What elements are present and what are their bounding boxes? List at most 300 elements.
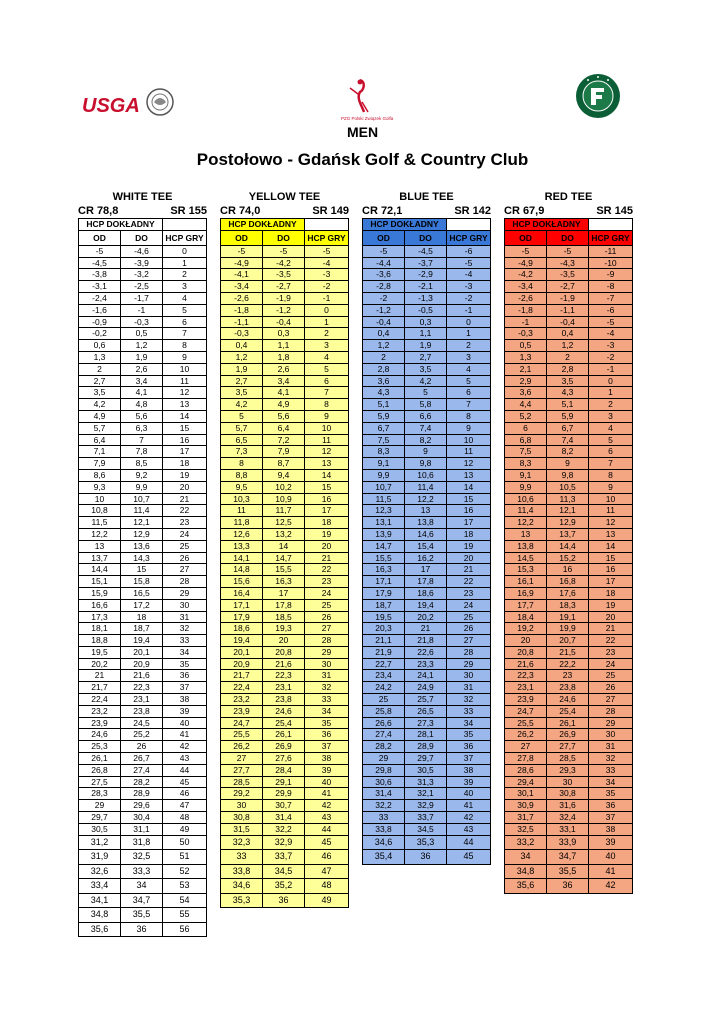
hcp-od-cell: 8,6 [79,469,121,481]
hcp-gry-cell: 8 [589,469,633,481]
hcp-gry-cell: 0 [163,245,207,257]
hcp-gry-cell: 27 [305,623,349,635]
hcp-od-cell: 32,5 [505,823,547,835]
hcp-gry-cell: 5 [163,304,207,316]
hcp-do-cell: 2,7 [405,351,447,363]
hcp-do-cell: 33,1 [547,823,589,835]
hcp-do-cell: -3,5 [547,269,589,281]
table-row [79,694,207,706]
hcp-do-cell: 24,9 [405,682,447,694]
usga-logo [82,88,177,120]
table-row [505,257,633,269]
hcp-gry-cell: 46 [305,850,349,865]
hcp-od-cell: 20,2 [79,658,121,670]
table-row [79,741,207,753]
hcp-od-cell: -0,3 [505,328,547,340]
hcp-od-cell: 28,6 [505,764,547,776]
hcp-gry-cell: 23 [163,517,207,529]
hcp-gry-cell: -2 [447,292,491,304]
hcp-do-cell: 5,6 [121,410,163,422]
hcp-gry-cell: 10 [305,422,349,434]
table-row [505,304,633,316]
table-row [79,864,207,879]
hcp-od-cell: 33 [363,812,405,824]
hcp-od-cell: 19,4 [221,635,263,647]
hcp-gry-cell: 39 [163,705,207,717]
table-row [363,493,491,505]
hcp-od-cell: -1 [505,316,547,328]
hcp-do-cell: 21,6 [121,670,163,682]
hcp-gry-cell: 22 [305,564,349,576]
table-row [363,245,491,257]
hcp-do-cell: 12,5 [263,517,305,529]
hcp-gry-cell: 5 [447,375,491,387]
hcp-od-cell: 34,6 [221,879,263,894]
hcp-gry-cell: 10 [589,493,633,505]
hcp-gry-cell: 4 [589,422,633,434]
hcp-do-cell: -5 [263,245,305,257]
hcp-gry-cell: 9 [589,481,633,493]
hcp-gry-cell: 24 [447,599,491,611]
hcp-gry-cell: 48 [305,879,349,894]
hcp-gry-cell: 40 [447,788,491,800]
table-row [363,540,491,552]
hcp-od-cell: 6,8 [505,434,547,446]
hcp-do-cell: 28,1 [405,729,447,741]
hcp-od-cell: 17,9 [221,611,263,623]
hcp-od-cell: 20 [505,635,547,647]
hcp-od-cell: 6,7 [363,422,405,434]
table-row [79,893,207,908]
hcp-gry-cell: -3 [589,340,633,352]
table-row [79,387,207,399]
table-row [79,670,207,682]
hcp-do-cell: 33,7 [263,850,305,865]
slope-rating: SR 149 [312,205,350,217]
hcp-do-cell: 11,3 [547,493,589,505]
hcp-do-cell: 3,5 [547,375,589,387]
hcp-do-cell: 6,6 [405,410,447,422]
hcp-od-cell: 35,6 [79,922,121,937]
table-row [505,658,633,670]
hcp-gry-cell: 35 [163,658,207,670]
hcp-od-cell: 8,3 [363,446,405,458]
table-row [221,729,349,741]
hcp-do-cell: 35,5 [547,864,589,879]
hcp-od-cell: 14,7 [363,540,405,552]
table-row [79,776,207,788]
table-row [363,375,491,387]
hcp-od-cell: 2,1 [505,363,547,375]
hcp-do-cell: 10,2 [263,481,305,493]
hcp-gry-cell: 10 [447,434,491,446]
table-row [505,493,633,505]
tee-name: BLUE TEE [399,191,454,203]
red-tee-block [504,190,633,894]
hcp-do-cell: 13,6 [121,540,163,552]
hcp-do-cell: 3,4 [121,375,163,387]
hcp-gry-cell: 36 [589,800,633,812]
hcp-od-cell: 33,2 [505,835,547,850]
hcp-od-cell: 1,3 [505,351,547,363]
hcp-od-cell: 17,3 [79,611,121,623]
hcp-do-cell: 18,7 [121,623,163,635]
hcp-gry-cell: 37 [163,682,207,694]
col-header-do: DO [263,230,305,245]
hcp-gry-cell: 28 [163,576,207,588]
table-row [221,788,349,800]
hcp-gry-cell: 33 [305,694,349,706]
hcp-do-cell: 7,4 [405,422,447,434]
hcp-gry-cell: 6 [589,446,633,458]
hcp-do-cell: 4,9 [263,399,305,411]
hcp-od-cell: 11,5 [79,517,121,529]
table-row [221,850,349,865]
hcp-od-cell: 32,6 [79,864,121,879]
hcp-do-cell: 36 [121,922,163,937]
hcp-od-cell: 0,5 [505,340,547,352]
table-row [505,764,633,776]
hcp-od-cell: 21,7 [221,670,263,682]
hcp-gry-cell: 31 [447,682,491,694]
hcp-od-cell: 15,9 [79,587,121,599]
hcp-do-cell: 0,3 [405,316,447,328]
hcp-do-cell: 26,5 [405,705,447,717]
hcp-od-cell: 18,6 [221,623,263,635]
hcp-gry-cell: -7 [589,292,633,304]
hcp-gry-cell: 45 [163,776,207,788]
hcp-od-cell: 33,8 [363,823,405,835]
hcp-do-cell: 14 [263,540,305,552]
table-row [221,623,349,635]
hcp-gry-cell: -4 [305,257,349,269]
table-row [505,446,633,458]
hcp-od-cell: 26,2 [221,741,263,753]
hcp-od-cell: 12,3 [363,505,405,517]
hcp-od-cell: -5 [221,245,263,257]
table-row [79,493,207,505]
hcp-do-cell: 30,5 [405,764,447,776]
hcp-do-cell: 7,8 [121,446,163,458]
hcp-od-cell: 18,1 [79,623,121,635]
hcp-gry-cell: -4 [447,269,491,281]
hcp-od-cell: 5,1 [363,399,405,411]
hcp-gry-cell: 45 [447,850,491,865]
hcp-od-cell: 30,1 [505,788,547,800]
col-header-gry: HCP GRY [589,230,633,245]
hcp-do-cell: 25,7 [405,694,447,706]
hcp-do-cell: 15,5 [263,564,305,576]
hcp-od-cell: 25,3 [79,741,121,753]
table-row [79,879,207,894]
table-row [221,776,349,788]
table-row [363,387,491,399]
hcp-gry-cell: 33 [447,705,491,717]
table-row [505,469,633,481]
hcp-do-cell: 22,2 [547,658,589,670]
hcp-do-cell: 1,9 [121,351,163,363]
hcp-gry-cell: 21 [589,623,633,635]
table-row [79,528,207,540]
hcp-od-cell: 33,8 [221,864,263,879]
header-blank-cell [163,219,207,231]
hcp-gry-cell: 23 [447,587,491,599]
hcp-do-cell: 20,1 [121,646,163,658]
hcp-gry-cell: 35 [305,717,349,729]
table-row [363,517,491,529]
hcp-gry-cell: 8 [163,340,207,352]
hcp-gry-cell: 50 [163,835,207,850]
hcp-gry-cell: -2 [305,281,349,293]
hcp-gry-cell: 27 [589,694,633,706]
table-row [363,705,491,717]
table-row [505,292,633,304]
hcp-od-cell: 34 [505,850,547,865]
table-row [221,879,349,894]
table-row [363,576,491,588]
table-row [221,304,349,316]
hcp-do-cell: 24,6 [547,694,589,706]
hcp-od-cell: 31,5 [221,823,263,835]
hcp-od-cell: 17,7 [505,599,547,611]
table-row [221,316,349,328]
hcp-od-cell: 31,2 [79,835,121,850]
hcp-do-cell: 31,4 [263,812,305,824]
hcp-do-cell: 17,8 [405,576,447,588]
hcp-gry-cell: 7 [589,458,633,470]
hcp-od-cell: 4,4 [505,399,547,411]
hcp-gry-cell: 22 [447,576,491,588]
hcp-gry-cell: 49 [305,893,349,908]
hcp-gry-cell: 5 [589,434,633,446]
hcp-od-cell: 1,2 [363,340,405,352]
table-row [221,481,349,493]
hcp-gry-cell: 15 [589,552,633,564]
hcp-do-cell: 5 [405,387,447,399]
hcp-od-cell: 2 [79,363,121,375]
table-row [363,363,491,375]
hcp-gry-cell: 6 [305,375,349,387]
table-row [79,564,207,576]
hcp-do-cell: 13,7 [547,528,589,540]
hcp-do-cell: -1,2 [263,304,305,316]
table-row [363,328,491,340]
hcp-do-cell: 35,3 [405,835,447,850]
table-row [79,635,207,647]
table-row [363,399,491,411]
hcp-gry-cell: 21 [447,564,491,576]
table-row [505,800,633,812]
table-row [79,363,207,375]
hcp-od-cell: -0,3 [221,328,263,340]
hcp-od-cell: 34,8 [505,864,547,879]
table-row [505,269,633,281]
hcp-do-cell: 18,5 [263,611,305,623]
hcp-od-cell: 27 [505,741,547,753]
hcp-do-cell: 34,5 [405,823,447,835]
hcp-gry-cell: 39 [589,835,633,850]
table-row [505,564,633,576]
table-row [221,611,349,623]
hcp-gry-cell: 16 [163,434,207,446]
hcp-od-cell: 21,9 [363,646,405,658]
hcp-od-cell: -3,6 [363,269,405,281]
hcp-do-cell: 36 [263,893,305,908]
table-row [505,788,633,800]
hcp-do-cell: 35,2 [263,879,305,894]
hcp-do-cell: 15,4 [405,540,447,552]
hcp-od-cell: 5,2 [505,410,547,422]
table-row [505,517,633,529]
hcp-gry-cell: 9 [163,351,207,363]
hcp-do-cell: -2,7 [263,281,305,293]
hcp-od-cell: 30,9 [505,800,547,812]
table-row [363,434,491,446]
hcp-od-cell: 15,6 [221,576,263,588]
hcp-do-cell: -0,5 [405,304,447,316]
table-row [221,741,349,753]
hcp-od-cell: 0,6 [79,340,121,352]
hcp-gry-cell: 16 [447,505,491,517]
table-row [221,458,349,470]
table-row [505,670,633,682]
hcp-do-cell: 27,3 [405,717,447,729]
hcp-gry-cell: 12 [447,458,491,470]
hcp-od-cell: 26,6 [363,717,405,729]
table-row [505,753,633,765]
hcp-do-cell: 6,3 [121,422,163,434]
hcp-od-cell: 22,4 [221,682,263,694]
hcp-gry-cell: 56 [163,922,207,937]
hcp-od-cell: 9,5 [221,481,263,493]
hcp-do-cell: 18,3 [547,599,589,611]
hcp-gry-cell: 41 [163,729,207,741]
hcp-gry-cell: 33 [589,764,633,776]
hcp-do-cell: 4,3 [547,387,589,399]
hcp-od-cell: 33 [221,850,263,865]
hcp-do-cell: 3,4 [263,375,305,387]
hcp-do-cell: 1,1 [405,328,447,340]
table-row [505,623,633,635]
hcp-gry-cell: 17 [305,505,349,517]
table-row [221,387,349,399]
hcp-gry-cell: 40 [305,776,349,788]
hcp-do-cell: 34,7 [121,893,163,908]
hcp-do-cell: -0,4 [263,316,305,328]
hcp-od-cell: 15,1 [79,576,121,588]
hcp-do-cell: 24,1 [405,670,447,682]
hcp-od-cell: 12,6 [221,528,263,540]
hcp-do-cell: 15 [121,564,163,576]
hcp-od-cell: 15,3 [505,564,547,576]
hcp-od-cell: 11,8 [221,517,263,529]
header-blank-cell [447,219,491,231]
hcp-gry-cell: 42 [447,812,491,824]
hcp-do-cell: 29,3 [547,764,589,776]
table-row [363,587,491,599]
tee-name: WHITE TEE [112,191,173,203]
col-header-gry: HCP GRY [163,230,207,245]
table-row [79,835,207,850]
hcp-od-cell: 34,1 [79,893,121,908]
hcp-do-cell: 30,7 [263,800,305,812]
svg-text:PZG Polski Związek Golfa: PZG Polski Związek Golfa [341,116,394,121]
hcp-od-cell: -5 [505,245,547,257]
table-row [363,528,491,540]
table-row [221,517,349,529]
hcp-do-cell: -2,5 [121,281,163,293]
table-row [505,340,633,352]
hcp-od-cell: 27,8 [505,753,547,765]
hcp-gry-cell: 26 [447,623,491,635]
table-row [79,375,207,387]
hcp-gry-cell: 15 [163,422,207,434]
hcp-gry-cell: 11 [589,505,633,517]
hcp-od-cell: 27,7 [221,764,263,776]
hcp-gry-cell: 10 [163,363,207,375]
hcp-gry-cell: -6 [447,245,491,257]
hcp-od-cell: 35,4 [363,850,405,865]
table-row [221,552,349,564]
hcp-gry-cell: 19 [447,540,491,552]
hcp-od-cell: 3,5 [221,387,263,399]
hcp-od-cell: -3,4 [505,281,547,293]
hcp-do-cell: 2 [547,351,589,363]
table-row [221,800,349,812]
hcp-od-cell: -0,4 [363,316,405,328]
table-row [221,469,349,481]
hcp-gry-cell: -4 [589,328,633,340]
hcp-do-cell: 22,6 [405,646,447,658]
hcp-do-cell: 1,2 [547,340,589,352]
table-row [221,292,349,304]
hcp-gry-cell: 4 [163,292,207,304]
table-row [505,458,633,470]
hcp-od-cell: 22,7 [363,658,405,670]
hcp-do-cell: 35,5 [121,908,163,923]
hcp-do-cell: 10,5 [547,481,589,493]
hcp-do-cell: 11,4 [121,505,163,517]
table-row [221,269,349,281]
hcp-do-cell: 19,1 [547,611,589,623]
header-blank-cell [589,219,633,231]
hcp-od-cell: 28,2 [363,741,405,753]
hcp-gry-cell: 44 [447,835,491,850]
hcp-do-cell: 2,8 [547,363,589,375]
table-row [79,646,207,658]
hcp-do-cell: 30 [547,776,589,788]
hcp-do-cell: -4,3 [547,257,589,269]
cr-sr-line [362,204,491,218]
table-row [505,729,633,741]
table-row [221,328,349,340]
hcp-od-cell: 8 [221,458,263,470]
hcp-gry-cell: 14 [305,469,349,481]
hcp-gry-cell: 42 [305,800,349,812]
hcp-do-cell: -4,5 [405,245,447,257]
hcp-od-cell: 18,8 [79,635,121,647]
hcp-od-cell: 19,5 [79,646,121,658]
hcp-do-cell: 23,8 [263,694,305,706]
hcp-do-cell: 20,7 [547,635,589,647]
handicap-table [362,218,491,865]
hcp-od-cell: 23,1 [505,682,547,694]
table-row [79,552,207,564]
table-row [79,599,207,611]
table-row [221,375,349,387]
hcp-od-cell: 20,8 [505,646,547,658]
hcp-od-cell: 10,7 [363,481,405,493]
